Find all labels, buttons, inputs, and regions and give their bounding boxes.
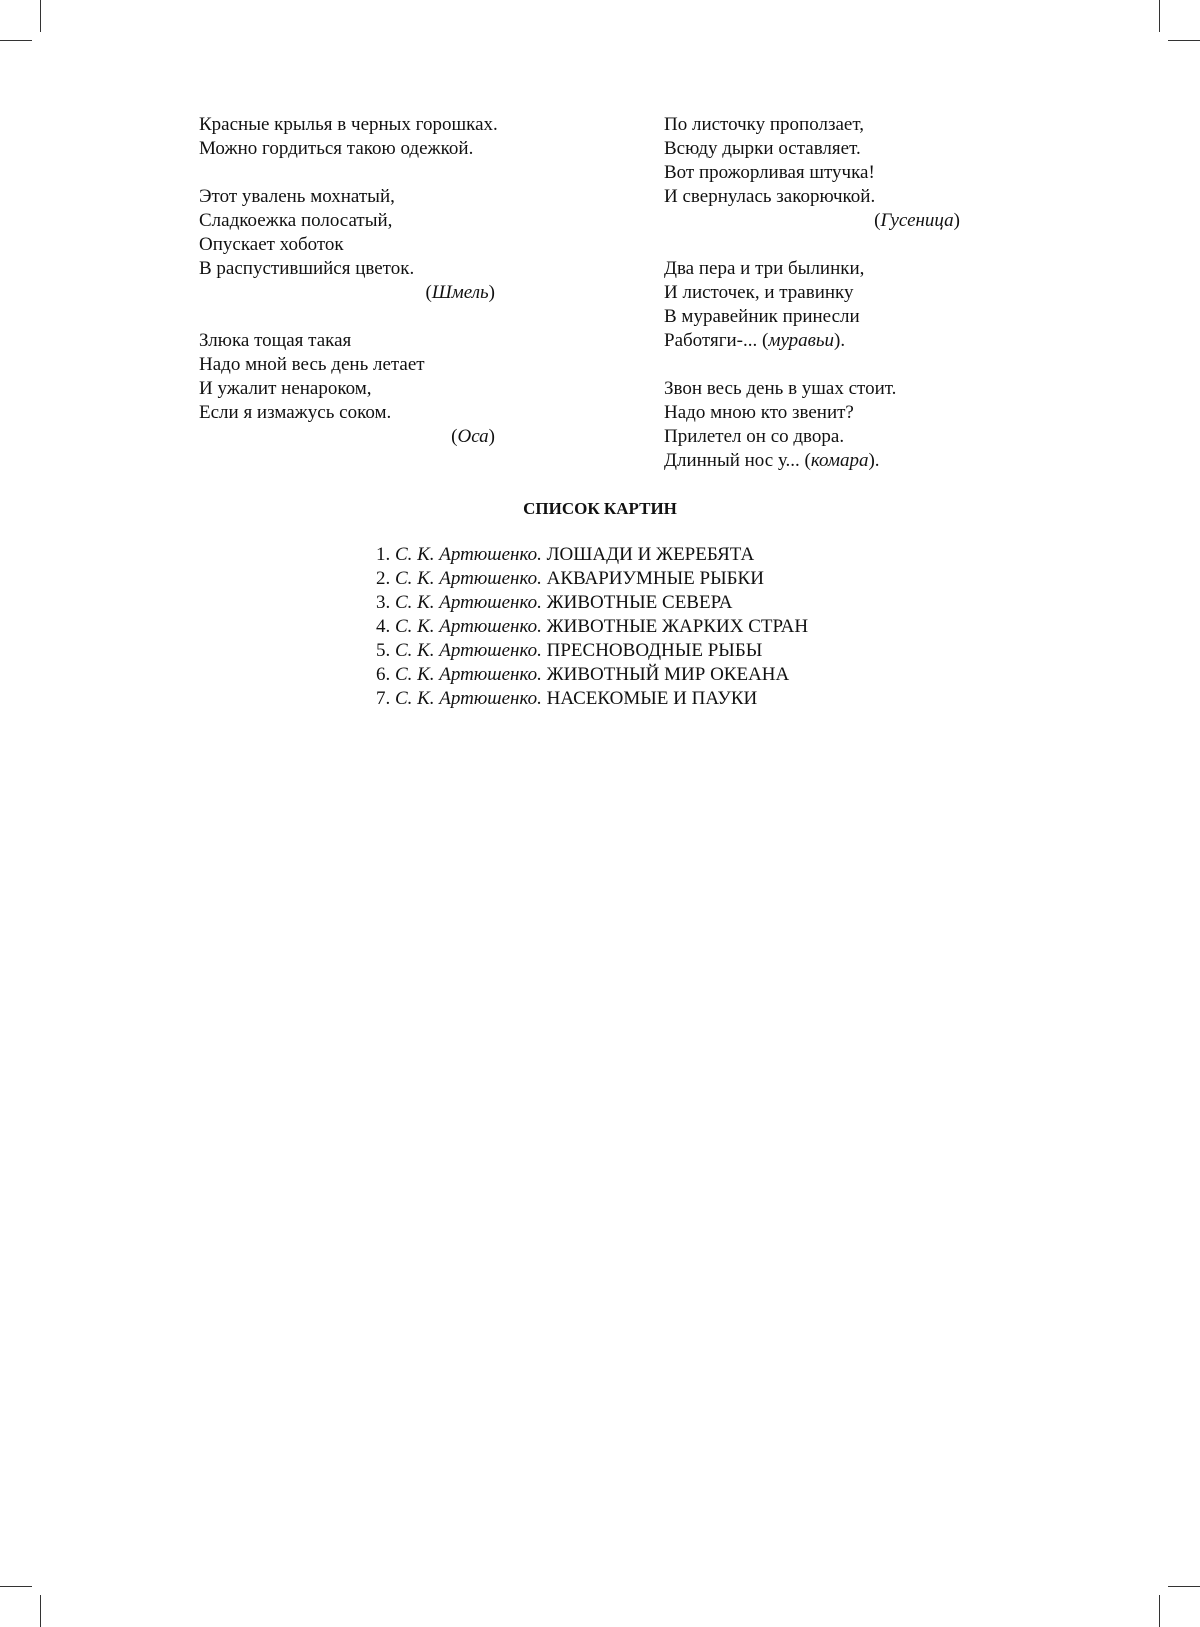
riddle-line: Злюка тощая такая xyxy=(199,330,352,351)
line-suffix: ). xyxy=(868,450,880,471)
pictures-list-item xyxy=(376,663,808,687)
item-title: ЖИВОТНЫЕ ЖАРКИХ СТРАН xyxy=(546,616,809,637)
riddle-line: Если я измажусь соком. xyxy=(199,402,392,423)
riddle-line: Этот увалень мохнатый, xyxy=(199,186,395,207)
item-number: 3. xyxy=(376,592,391,613)
crop-mark-top-right-horizontal xyxy=(1168,40,1200,41)
item-number: 2. xyxy=(376,568,391,589)
crop-mark-bottom-right-horizontal xyxy=(1168,1586,1200,1587)
pictures-list-item xyxy=(376,591,808,615)
item-number: 6. xyxy=(376,664,391,685)
riddle-answer xyxy=(199,425,495,449)
answer-text: комара xyxy=(810,450,869,471)
crop-mark-top-left-horizontal xyxy=(0,40,32,41)
answer-open-paren: ( xyxy=(425,282,432,303)
item-author: С. К. Артюшенко. xyxy=(395,688,542,709)
riddle-line: И ужалит ненароком, xyxy=(199,378,372,399)
riddle-line: И листочек, и травинку xyxy=(664,282,854,303)
pictures-list-item xyxy=(376,687,808,711)
riddle-line: Красные крылья в черных горошках. xyxy=(199,114,498,135)
riddle-line: В распустившийся цветок. xyxy=(199,258,415,279)
answer-close-paren: ) xyxy=(488,282,495,303)
pictures-list-heading xyxy=(0,497,1200,521)
answer-text: муравьи xyxy=(768,330,835,351)
item-title: ЖИВОТНЫЙ МИР ОКЕАНА xyxy=(546,664,790,685)
item-author: С. К. Артюшенко. xyxy=(395,616,542,637)
pictures-list xyxy=(376,543,808,711)
crop-mark-bottom-right-vertical xyxy=(1159,1595,1160,1627)
riddle-caterpillar xyxy=(664,113,960,233)
answer-text: Оса xyxy=(457,426,489,447)
riddle-line: Сладкоежка полосатый, xyxy=(199,210,393,231)
riddle-ants xyxy=(664,257,960,353)
item-author: С. К. Артюшенко. xyxy=(395,568,542,589)
riddle-answer xyxy=(199,281,495,305)
pictures-list-item xyxy=(376,615,808,639)
item-title: ЖИВОТНЫЕ СЕВЕРА xyxy=(546,592,733,613)
riddles-right-column xyxy=(664,113,960,497)
line-prefix: Длинный нос у... ( xyxy=(664,450,811,471)
item-author: С. К. Артюшенко. xyxy=(395,592,542,613)
item-title: АКВАРИУМНЫЕ РЫБКИ xyxy=(546,568,764,589)
answer-close-paren: ) xyxy=(953,210,960,231)
riddle-line-with-answer xyxy=(664,329,960,353)
pictures-list-item xyxy=(376,567,808,591)
answer-open-paren: ( xyxy=(451,426,458,447)
line-suffix: ). xyxy=(834,330,846,351)
riddle-line: Можно гордиться такою одежкой. xyxy=(199,138,474,159)
answer-close-paren: ) xyxy=(488,426,495,447)
answer-open-paren: ( xyxy=(874,210,881,231)
answer-text: Гусеница xyxy=(880,210,954,231)
pictures-list-item xyxy=(376,639,808,663)
pictures-list-title: СПИСОК КАРТИН xyxy=(523,499,677,518)
riddle-mosquito xyxy=(664,377,960,473)
riddle-wasp xyxy=(199,329,495,449)
riddle-bumblebee xyxy=(199,185,495,305)
riddle-line: Опускает хоботок xyxy=(199,234,344,255)
riddle-line: Прилетел он со двора. xyxy=(664,426,845,447)
riddle-line: Вот прожорливая штучка! xyxy=(664,162,875,183)
riddle-line-with-answer xyxy=(664,449,960,473)
item-number: 7. xyxy=(376,688,391,709)
item-author: С. К. Артюшенко. xyxy=(395,640,542,661)
item-number: 5. xyxy=(376,640,391,661)
crop-mark-top-left-vertical xyxy=(40,0,41,32)
crop-mark-top-right-vertical xyxy=(1159,0,1160,32)
item-title: ПРЕСНОВОДНЫЕ РЫБЫ xyxy=(546,640,763,661)
riddle-line: Звон весь день в ушах стоит. xyxy=(664,378,897,399)
item-author: С. К. Артюшенко. xyxy=(395,544,542,565)
riddle-line: И свернулась закорючкой. xyxy=(664,186,876,207)
riddle-line: Всюду дырки оставляет. xyxy=(664,138,861,159)
line-prefix: Работяги-... ( xyxy=(664,330,769,351)
riddle-line: Два пера и три былинки, xyxy=(664,258,865,279)
item-author: С. К. Артюшенко. xyxy=(395,664,542,685)
crop-mark-bottom-left-vertical xyxy=(40,1595,41,1627)
riddle-answer xyxy=(664,209,960,233)
riddle-line: Надо мной весь день летает xyxy=(199,354,425,375)
item-title: ЛОШАДИ И ЖЕРЕБЯТА xyxy=(546,544,755,565)
riddle-line: Надо мною кто звенит? xyxy=(664,402,854,423)
riddle-ladybug xyxy=(199,113,498,161)
answer-text: Шмель xyxy=(431,282,489,303)
item-title: НАСЕКОМЫЕ И ПАУКИ xyxy=(546,688,758,709)
crop-mark-bottom-left-horizontal xyxy=(0,1586,32,1587)
pictures-list-item xyxy=(376,543,808,567)
riddle-line: По листочку проползает, xyxy=(664,114,864,135)
riddle-line: В муравейник принесли xyxy=(664,306,860,327)
item-number: 1. xyxy=(376,544,391,565)
item-number: 4. xyxy=(376,616,391,637)
riddles-left-column xyxy=(199,113,498,473)
